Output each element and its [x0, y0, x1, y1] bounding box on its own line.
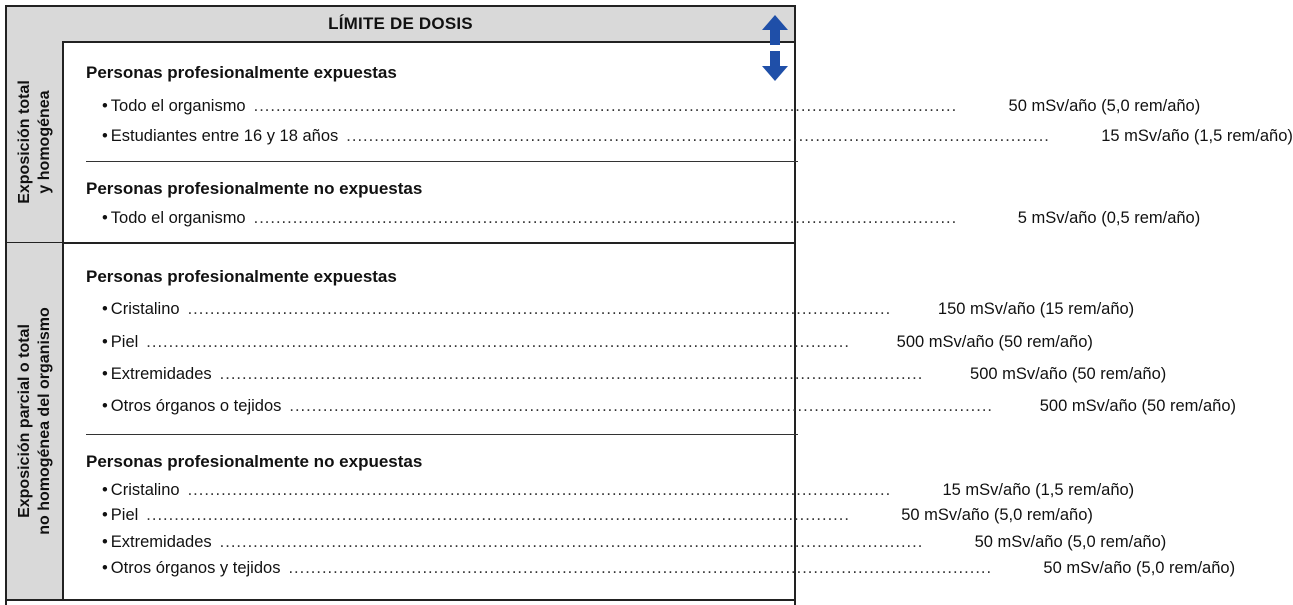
side-label-line: Exposición total: [15, 79, 33, 204]
leader-dots: ..............................................................................................................................: [346, 127, 1050, 145]
leader-dots: ..............................................................................................................................: [253, 97, 958, 115]
table-header: [7, 7, 794, 43]
band-content: [64, 243, 1236, 599]
bullet: •: [102, 209, 108, 227]
row-label: Otros órganos y tejidos: [110, 559, 281, 577]
row-label: Piel: [110, 506, 139, 524]
table-row: [102, 506, 1093, 525]
row-label: Estudiantes entre 16 y 18 años: [110, 127, 339, 145]
leader-dots: ..............................................................................................................................: [289, 397, 993, 415]
side-header: [7, 41, 64, 242]
row-label: Extremidades: [110, 533, 212, 551]
section-title: Personas profesionalmente expuestas: [86, 63, 397, 82]
bullet: •: [102, 506, 108, 524]
row-value: 15 mSv/año (1,5 rem/año): [942, 481, 1135, 499]
leader-dots: ..............................................................................................................................: [146, 506, 850, 524]
section-divider: [86, 434, 798, 435]
table-row: [102, 300, 1135, 319]
side-label: [15, 307, 55, 535]
bullet: •: [102, 333, 108, 351]
side-label-line: Exposición parcial o total: [15, 324, 33, 518]
row-value: 15 mSv/año (1,5 rem/año): [1101, 127, 1293, 145]
table-row: [102, 559, 1236, 578]
leader-dots: ..............................................................................................................................: [187, 481, 892, 499]
section-title: Personas profesionalmente no expuestas: [86, 452, 423, 471]
bullet: •: [102, 397, 108, 415]
row-label: Cristalino: [110, 300, 180, 318]
section-title: Personas profesionalmente expuestas: [86, 267, 397, 286]
row-label: Extremidades: [110, 365, 212, 383]
bullet: •: [102, 365, 108, 383]
table-row: [102, 97, 1201, 116]
leader-dots: ..............................................................................................................................: [253, 209, 958, 227]
bullet: •: [102, 533, 108, 551]
bullet: •: [102, 97, 108, 115]
table-title: LÍMITE DE DOSIS: [328, 14, 473, 33]
row-value: 500 mSv/año (50 rem/año): [1039, 397, 1236, 415]
dose-limit-table: [5, 5, 1293, 605]
row-value: 5 mSv/año (0,5 rem/año): [1017, 209, 1201, 227]
table-row: [102, 533, 1167, 552]
side-header: [7, 243, 64, 599]
row-label: Todo el organismo: [110, 209, 246, 227]
leader-dots: ..............................................................................................................................: [187, 300, 892, 318]
section-title: Personas profesionalmente no expuestas: [86, 179, 423, 198]
band-content: [64, 41, 1293, 242]
table-row: [102, 209, 1201, 228]
row-value: 50 mSv/año (5,0 rem/año): [974, 533, 1167, 551]
bullet: •: [102, 300, 108, 318]
row-value: 500 mSv/año (50 rem/año): [896, 333, 1093, 351]
table-row: [102, 333, 1093, 352]
row-label: Piel: [110, 333, 139, 351]
section-divider: [86, 161, 798, 162]
row-value: 50 mSv/año (5,0 rem/año): [901, 506, 1093, 524]
row-label: Cristalino: [110, 481, 180, 499]
table-row: [102, 481, 1135, 500]
bullet: •: [102, 127, 108, 145]
row-label: Todo el organismo: [110, 97, 246, 115]
leader-dots: ..............................................................................................................................: [219, 365, 924, 383]
row-value: 500 mSv/año (50 rem/año): [970, 365, 1167, 383]
row-value: 150 mSv/año (15 rem/año): [937, 300, 1135, 318]
bullet: •: [102, 559, 108, 577]
side-label-line: y homogénea: [35, 89, 53, 194]
band-partial-exposure: [7, 243, 1236, 601]
side-label-line: no homogénea del organismo: [35, 307, 53, 535]
table-row: [102, 127, 1293, 146]
bullet: •: [102, 481, 108, 499]
band-total-exposure: [7, 41, 1293, 244]
row-value: 50 mSv/año (5,0 rem/año): [1008, 97, 1201, 115]
table-row: [102, 397, 1236, 416]
leader-dots: ..............................................................................................................................: [288, 559, 993, 577]
side-label: [15, 80, 55, 204]
row-value: 50 mSv/año (5,0 rem/año): [1043, 559, 1236, 577]
table-row: [102, 365, 1167, 384]
leader-dots: ..............................................................................................................................: [219, 533, 924, 551]
leader-dots: ..............................................................................................................................: [146, 333, 850, 351]
row-label: Otros órganos o tejidos: [110, 397, 282, 415]
